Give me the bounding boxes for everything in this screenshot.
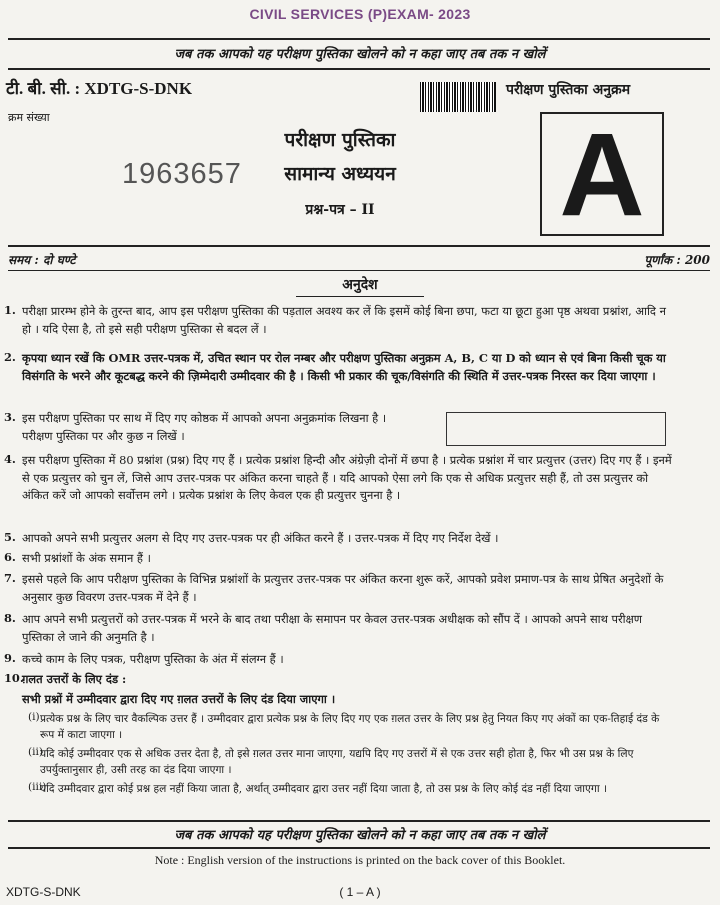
bottom-banner-rule xyxy=(8,847,710,849)
serial-label: क्रम संख्या xyxy=(8,111,50,124)
instruction-10-iii: यदि उम्मीदवार द्वारा कोई प्रश्न हल नहीं किया जाता है, अर्थात् उम्मीदवार द्वारा उत्तर नहीं दिया जाता है, तो उस प्रश्न के लिए कोई दंड नहीं दिया जाएगा । xyxy=(40,783,607,795)
serial-number: 1963657 xyxy=(122,158,242,190)
instruction-10-title: ग़लत उत्तरों के लिए दंड : xyxy=(22,672,127,686)
max-marks-label: पूर्णांक : 200 xyxy=(644,253,710,267)
sub-number: (iii) xyxy=(28,781,47,793)
sub-number: (i) xyxy=(28,711,40,723)
subject-title: सामान्य अध्ययन xyxy=(284,163,396,185)
sub-number: (ii) xyxy=(28,746,44,758)
tbc-code: टी. बी. सी. : XDTG-S-DNK xyxy=(6,79,193,98)
instructions-heading: अनुदेश xyxy=(342,277,378,293)
instruction-number: 7. xyxy=(4,571,16,585)
top-banner: जब तक आपको यह परीक्षण पुस्तिका खोलने को न कहा जाए तब तक न खोलें xyxy=(174,47,546,62)
series-letter: A xyxy=(559,109,645,241)
time-label: समय : दो घण्टे xyxy=(8,253,76,267)
bottom-banner-top-rule xyxy=(8,820,710,822)
booklet-sequence-label: परीक्षण पुस्तिका अनुक्रम xyxy=(506,82,631,98)
instruction-9: कच्चे काम के लिए पत्रक, परीक्षण पुस्तिका के अंत में संलग्न हैं । xyxy=(22,652,284,666)
instruction-10-lead: सभी प्रश्नों में उम्मीदवार द्वारा दिए गए ग़लत उत्तरों के लिए दंड दिया जाएगा । xyxy=(22,692,336,706)
instruction-6: सभी प्रश्नांशों के अंक समान हैं । xyxy=(22,551,151,565)
instruction-3: इस परीक्षण पुस्तिका पर साथ में दिए गए कोष्ठक में आपको अपना अनुक्रमांक लिखना है । परीक्षण पुस्तिका पर और कुछ न लिखें । xyxy=(22,411,387,443)
instruction-number: 1. xyxy=(4,303,16,317)
instruction-1: परीक्षा प्रारम्भ होने के तुरन्त बाद, आप इस परीक्षण पुस्तिका की पड़ताल अवश्य कर लें कि इसमें कोई बिना छपा, फटा या छूटा हुआ पृष्ठ अथवा प्रश्नांश, आदि न हो । यदि ऐसा है, तो इसे सही परीक्षण पुस्तिका से बदल लें । xyxy=(22,304,666,336)
instruction-number: 8. xyxy=(4,611,16,625)
instruction-7: इससे पहले कि आप परीक्षण पुस्तिका के विभिन्न प्रश्नांशों के प्रत्युत्तर उत्तर-पत्रक पर अंकित करना शुरू करें, आपको प्रवेश प्रमाण-पत्र के साथ प्रेषित अनुदेशों के अनुसार कुछ विवरण उत्तर-पत्रक में देने हैं । xyxy=(22,572,664,604)
instruction-4: इस परीक्षण पुस्तिका में 80 प्रश्नांश (प्रश्न) दिए गए हैं । प्रत्येक प्रश्नांश हिन्दी और अंग्रेज़ी दोनों में छपा है । प्रत्येक प्रश्नांश में चार प्रत्युत्तर (उत्तर) दिए गए हैं । इनमें से एक प्रत्युत्तर को चुन लें, जिसे आप उत्तर-पत्रक पर अंकित करना चाहते हैं । यदि आपको ऐसा लगे कि एक से अधिक प्रत्युत्तर सही हैं, तो उस प्रत्युत्तर को अंकित करें जो आपको सर्वोत्तम लगे । प्रत्येक प्रश्नांश के लिए केवल एक ही प्रत्युत्तर चुनना है । xyxy=(22,453,672,502)
instruction-number: 9. xyxy=(4,651,16,665)
roll-number-box[interactable] xyxy=(446,412,666,446)
instruction-number: 5. xyxy=(4,530,16,544)
instruction-8: आप अपने सभी प्रत्युत्तरों को उत्तर-पत्रक में भरने के बाद तथा परीक्षा के समापन पर केवल उत्तर-पत्रक अधीक्षक को सौंप दें । आपको अपने साथ परीक्षण पुस्तिका ले जाने की अनुमति है । xyxy=(22,612,642,644)
paper-label: प्रश्न-पत्र – II xyxy=(305,202,375,218)
page-number: ( 1 – A ) xyxy=(339,885,381,899)
instruction-2: कृपया ध्यान रखें कि OMR उत्तर-पत्रक में, उचित स्थान पर रोल नम्बर और परीक्षण पुस्तिका अनुक्रम A, B, C या D को ध्यान से एवं बिना किसी चूक या विसंगति के भरने और कूटबद्ध करने की ज़िम्मेदारी उम्मीदवार की है । किसी भी प्रकार की चूक/विसंगति की स्थिति में उत्तर-पत्रक निरस्त कर दिया जाएगा । xyxy=(22,351,666,383)
instruction-5: आपको अपने सभी प्रत्युत्तर अलग से दिए गए उत्तर-पत्रक पर ही अंकित करने हैं । उत्तर-पत्रक में दिए गए निर्देश देखें । xyxy=(22,531,499,545)
english-note: Note : English version of the instructions is printed on the back cover of this Booklet. xyxy=(154,853,566,867)
bottom-banner: जब तक आपको यह परीक्षण पुस्तिका खोलने को न कहा जाए तब तक न खोलें xyxy=(174,828,546,843)
instruction-number: 10. xyxy=(4,671,24,685)
footer-code: XDTG-S-DNK xyxy=(6,885,81,899)
instruction-number: 4. xyxy=(4,452,16,466)
instruction-number: 2. xyxy=(4,350,16,364)
instruction-10-i: प्रत्येक प्रश्न के लिए चार वैकल्पिक उत्तर हैं । उम्मीदवार द्वारा प्रत्येक प्रश्न के लिए दिए गए एक ग़लत उत्तर के लिए प्रश्न हेतु नियत किए गए अंकों का एक-तिहाई दंड के रूप में काटा जाएगा । xyxy=(40,713,660,741)
booklet-title: परीक्षण पुस्तिका xyxy=(284,129,396,151)
instruction-number: 3. xyxy=(4,410,16,424)
exam-title: CIVIL SERVICES (P)EXAM- 2023 xyxy=(249,6,471,22)
instruction-number: 6. xyxy=(4,550,16,564)
instruction-10-ii: यदि कोई उम्मीदवार एक से अधिक उत्तर देता है, तो इसे ग़लत उत्तर माना जाएगा, यद्यपि दिए गए उत्तरों में से एक उत्तर सही होता है, फिर भी उस प्रश्न के लिए उपर्युक्तानुसार ही, उसी तरह का दंड दिया जाएगा । xyxy=(40,748,634,776)
